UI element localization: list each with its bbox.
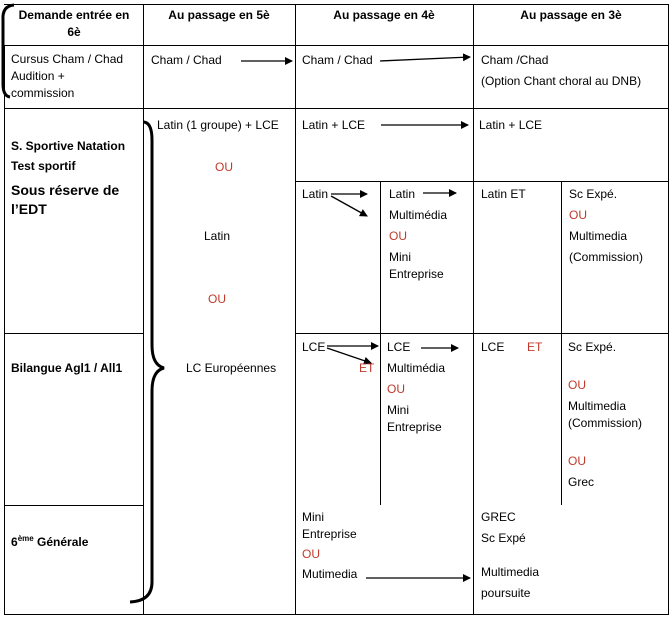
bilangue-4e-b-mini: Mini [387, 403, 410, 417]
bilangue-3e-b [568, 339, 642, 491]
latin-3e-b-commission: (Commission) [569, 250, 644, 264]
sport-label-3 [11, 181, 119, 219]
latin-3e-b-sc: Sc Expé. [569, 187, 618, 201]
header-col1-line1: Demande entrée en [18, 8, 130, 22]
bilangue-3e-b-ou1: OU [568, 378, 586, 392]
latin-4e-b-mini: Mini [389, 250, 412, 264]
bilangue-4e-b-lce: LCE [387, 340, 411, 354]
header-col1-line2: 6è [67, 25, 81, 39]
latin-4e-b-latin: Latin [389, 187, 416, 201]
generale-4e-mutimedia: Mutimedia [302, 567, 358, 581]
header-col1 [6, 7, 142, 41]
sport-label-3-line2: l’EDT [11, 201, 47, 217]
header-col3: Au passage en 4è [333, 8, 435, 22]
generale-label-sup: ème [17, 534, 34, 543]
sport-label-2: Test sportif [11, 159, 76, 173]
latin-4e-b-entreprise: Entreprise [389, 267, 444, 281]
generale-3e-multimedia: Multimedia [481, 565, 540, 579]
latin-lce-3e: Latin + LCE [479, 118, 543, 132]
c5-latin-lce: Latin (1 groupe) + LCE [157, 118, 279, 132]
bilangue-3e-b-sc: Sc Expé. [568, 340, 617, 354]
generale-3e-grec: GREC [481, 510, 516, 524]
generale-3e [481, 509, 539, 602]
cham-label-line3: commission [11, 86, 75, 100]
c5-ou-2: OU [208, 292, 226, 306]
cham-label-line2: Audition + [11, 69, 65, 83]
c5-lc-europeennes: LC Européennes [186, 361, 277, 375]
latin-4e-b-multimedia: Multimédia [389, 208, 448, 222]
cham-5e: Cham / Chad [151, 53, 222, 67]
latin-4e-b [389, 186, 447, 283]
bilangue-4e-lce: LCE [302, 340, 326, 354]
cham-label-line1: Cursus Cham / Chad [11, 52, 124, 66]
bilangue-3e-b-grec: Grec [568, 475, 595, 489]
cham-3e [481, 52, 641, 90]
generale-label-num: 6 [11, 535, 18, 549]
generale-4e-ou: OU [302, 547, 320, 561]
sport-label-1: S. Sportive Natation [11, 139, 126, 153]
latin-3e-b [569, 186, 643, 266]
c5-latin: Latin [204, 229, 231, 243]
header-col2: Au passage en 5è [168, 8, 270, 22]
header-col4: Au passage en 3è [520, 8, 622, 22]
cham-label [11, 51, 123, 102]
generale-label [11, 530, 88, 551]
generale-4e [302, 509, 357, 583]
generale-label-text: Générale [33, 535, 89, 549]
latin-lce-4e: Latin + LCE [302, 118, 366, 132]
c5-ou-1: OU [215, 160, 233, 174]
latin-3e-b-ou: OU [569, 208, 587, 222]
bilangue-4e-b-ou: OU [387, 382, 405, 396]
generale-4e-mini: Mini [302, 510, 325, 524]
bilangue-3e-lce: LCE [481, 340, 505, 354]
generale-3e-sc: Sc Expé [481, 531, 526, 545]
bilangue-3e-et: ET [527, 340, 543, 354]
cham-3e-line1: Cham /Chad [481, 53, 549, 67]
bilangue-label: Bilangue Agl1 / All1 [11, 361, 123, 375]
arrow-cham-4-3 [380, 57, 470, 61]
latin-4e-b-ou: OU [389, 229, 407, 243]
bilangue-3e-b-multimedia: Multimedia [568, 399, 627, 413]
latin-3e-b-multimedia: Multimedia [569, 229, 628, 243]
sport-label-3-line1: Sous réserve de [11, 182, 120, 198]
bilangue-3e-b-ou2: OU [568, 454, 586, 468]
big-brace [130, 122, 164, 602]
bilangue-4e-b-entreprise: Entreprise [387, 420, 442, 434]
cham-4e: Cham / Chad [302, 53, 373, 67]
latin-3e-a: Latin ET [481, 187, 526, 201]
generale-3e-poursuite: poursuite [481, 586, 531, 600]
bilangue-4e-b [387, 339, 445, 436]
latin-4e-a: Latin [302, 187, 329, 201]
bilangue-4e-et: ET [359, 361, 375, 375]
arrow-latin-b [331, 196, 367, 216]
bilangue-4e-b-multimedia: Multimédia [387, 361, 446, 375]
cham-3e-line2: (Option Chant choral au DNB) [481, 74, 642, 88]
generale-4e-entreprise: Entreprise [302, 527, 357, 541]
bilangue-3e-b-commission: (Commission) [568, 416, 643, 430]
